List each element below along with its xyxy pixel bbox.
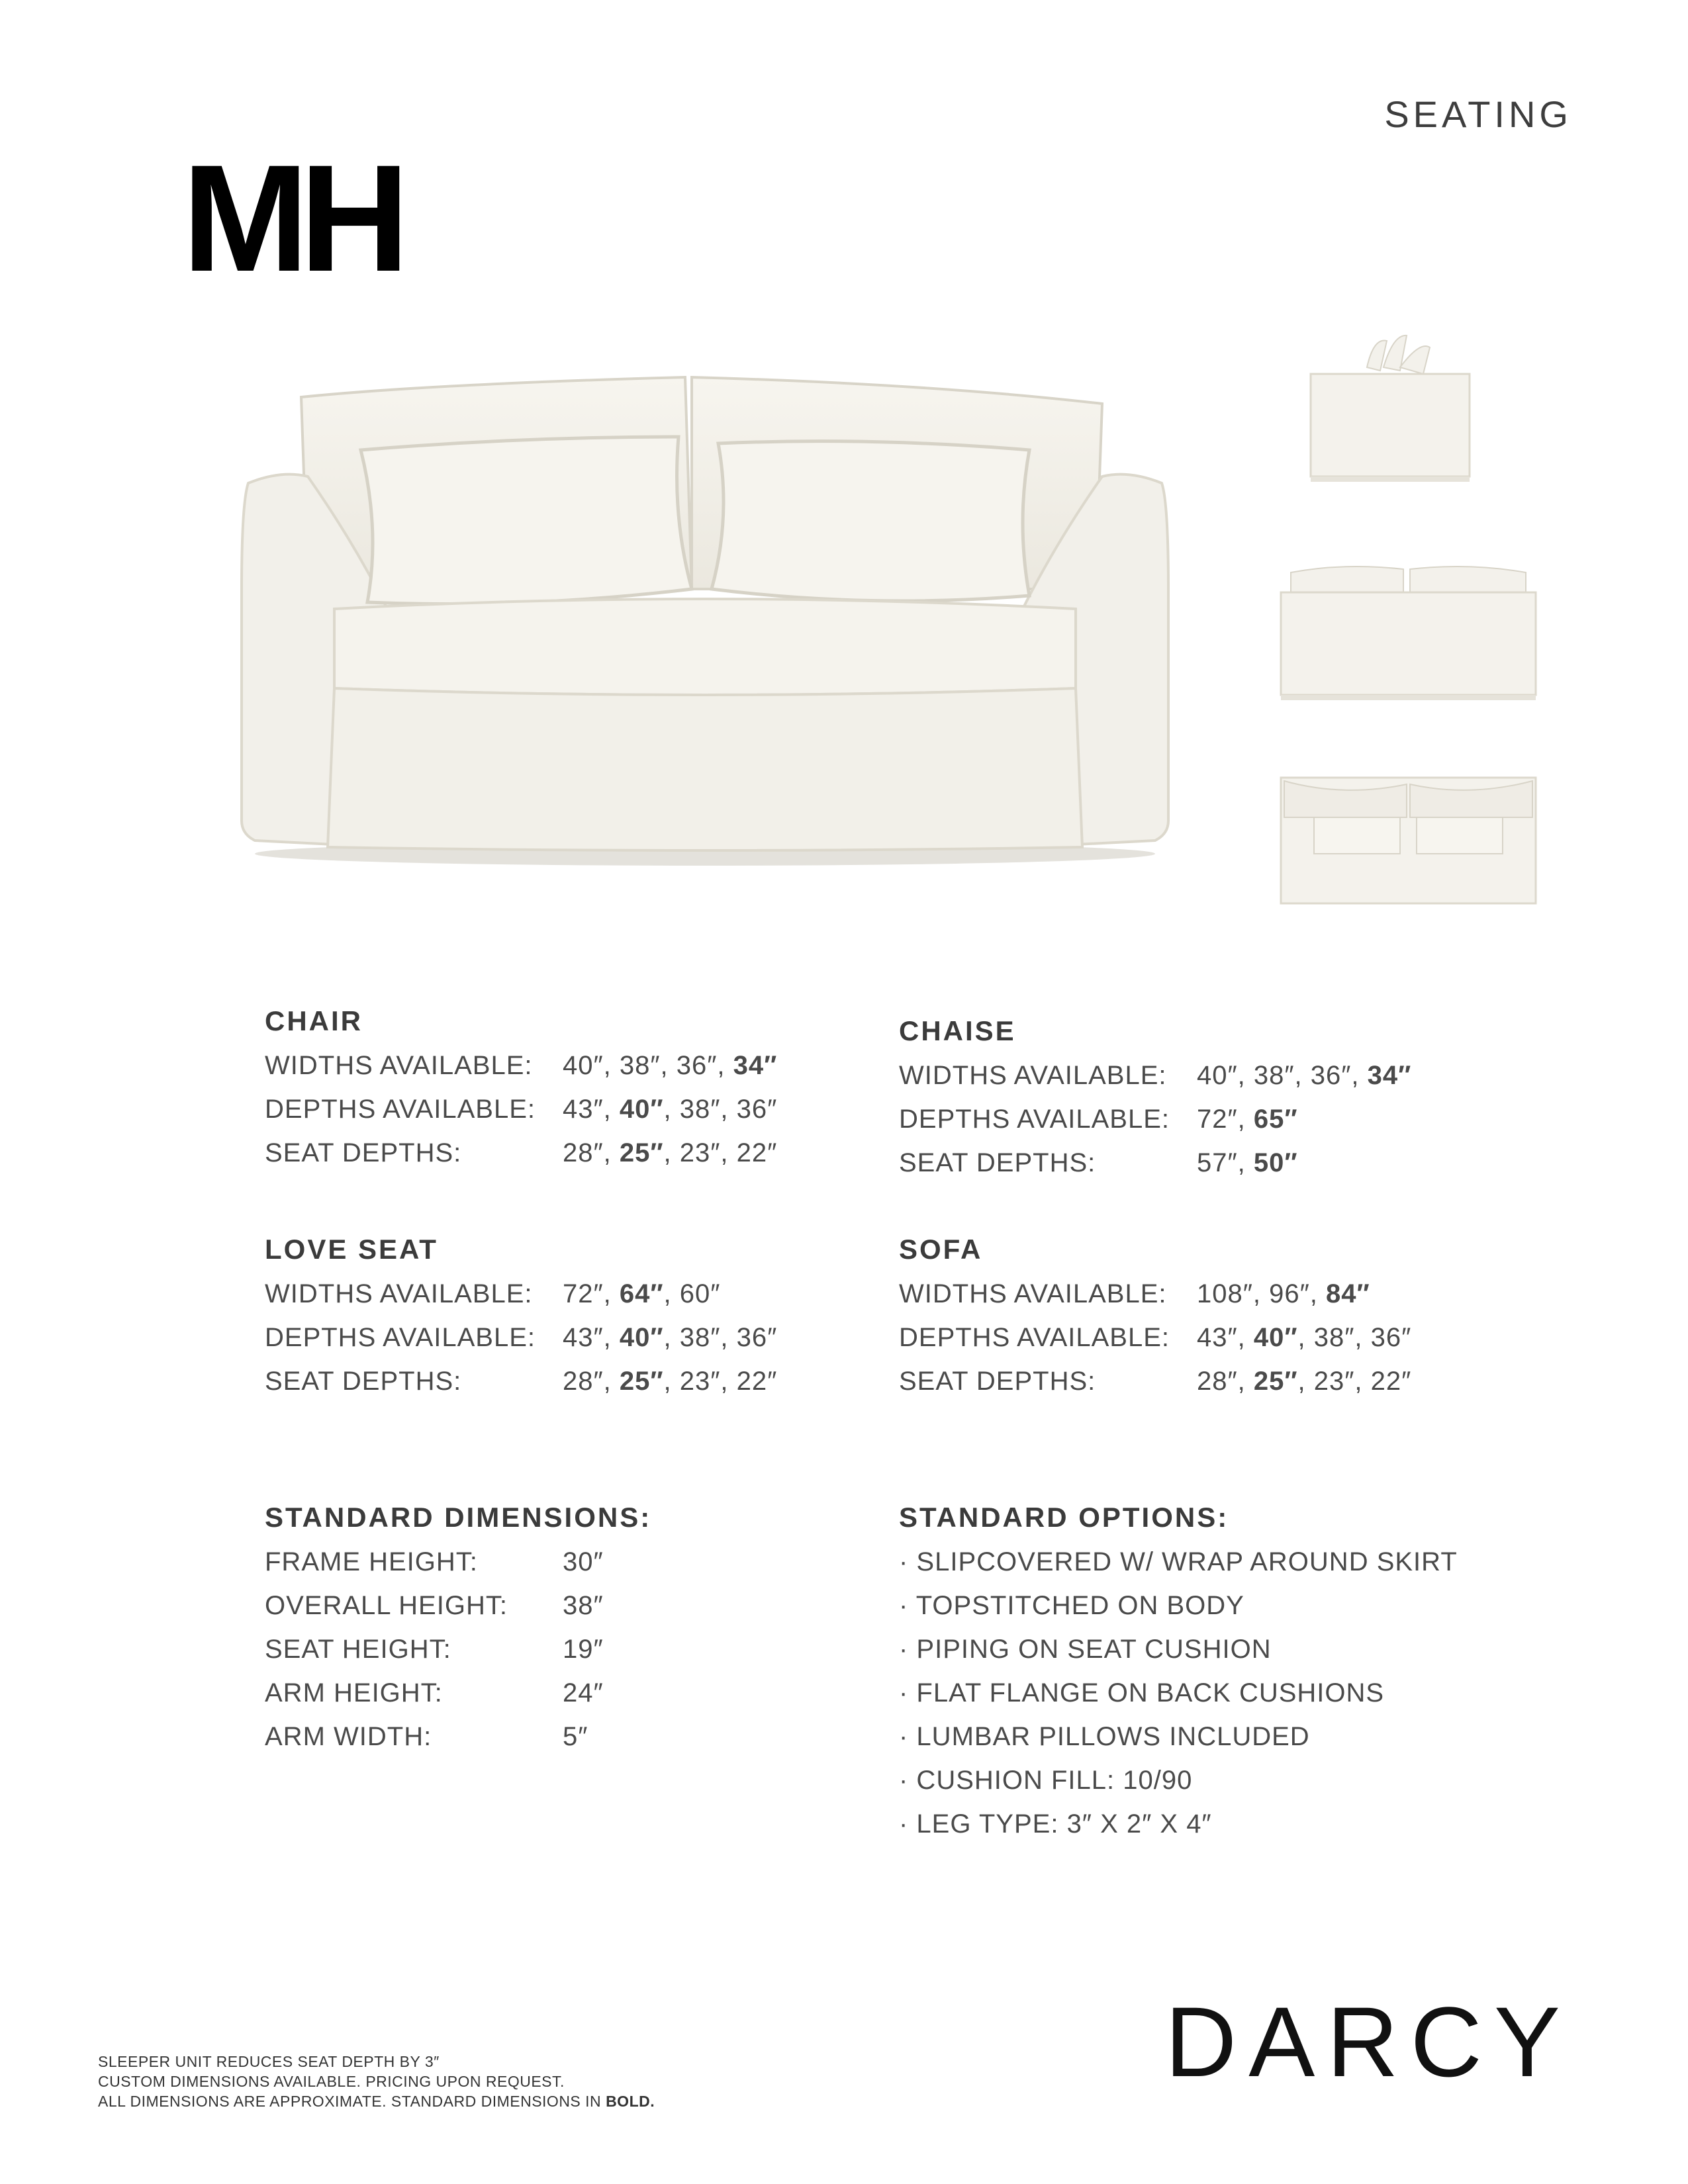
spec-value: 43″, 40″, 38″, 36″ (563, 1095, 778, 1124)
dimension-value: 5″ (563, 1722, 588, 1751)
love-seat-specs (265, 1231, 777, 1403)
note-line: ALL DIMENSIONS ARE APPROXIMATE. STANDARD DIMENSIONS IN BOLD. (98, 2093, 655, 2110)
option-item: · TOPSTITCHED ON BODY (899, 1591, 1244, 1620)
spec-row (265, 1316, 777, 1359)
option-item: · FLAT FLANGE ON BACK CUSHIONS (899, 1678, 1385, 1707)
option-item: · SLIPCOVERED W/ WRAP AROUND SKIRT (899, 1547, 1458, 1576)
standard-options-title: STANDARD OPTIONS: (899, 1502, 1229, 1533)
spec-label: SEAT DEPTHS: (899, 1148, 1096, 1177)
dimension-row (265, 1627, 651, 1671)
spec-value: 72″, 65″ (1197, 1105, 1298, 1134)
spec-value: 28″, 25″, 23″, 22″ (1197, 1367, 1412, 1396)
dimension-row (265, 1540, 651, 1584)
chair-specs (265, 1003, 777, 1175)
spec-row (265, 1359, 777, 1403)
spec-label: SEAT DEPTHS: (265, 1367, 462, 1396)
spec-label: DEPTHS AVAILABLE: (265, 1323, 536, 1352)
sofa-title: SOFA (899, 1234, 983, 1265)
spec-value: 72″, 64″, 60″ (563, 1279, 721, 1308)
dimension-row (265, 1671, 651, 1715)
spec-value: 43″, 40″, 38″, 36″ (563, 1323, 778, 1352)
spec-value: 40″, 38″, 36″, 34″ (563, 1051, 778, 1080)
spec-value: 28″, 25″, 23″, 22″ (563, 1138, 778, 1167)
category-title: SEATING (1384, 93, 1572, 135)
spec-row (265, 1131, 777, 1175)
spec-row (899, 1141, 1411, 1185)
note-line: SLEEPER UNIT REDUCES SEAT DEPTH BY 3″ (98, 2053, 440, 2070)
brand-name: DARCY (1164, 1986, 1572, 2097)
spec-row (899, 1359, 1411, 1403)
spec-label: SEAT DEPTHS: (899, 1367, 1096, 1396)
spec-value: 28″, 25″, 23″, 22″ (563, 1367, 778, 1396)
sofa-front-view-icon (235, 371, 1175, 874)
spec-row (899, 1272, 1411, 1316)
spec-value: 43″, 40″, 38″, 36″ (1197, 1323, 1412, 1352)
dimension-row (265, 1715, 651, 1758)
spec-row (899, 1316, 1411, 1359)
sofa-back-view-icon (1278, 563, 1539, 702)
spec-label: WIDTHS AVAILABLE: (265, 1279, 533, 1308)
spec-row (899, 1097, 1411, 1141)
love-seat-title: LOVE SEAT (265, 1234, 438, 1265)
dimension-label: ARM HEIGHT: (265, 1678, 443, 1707)
spec-value: 57″, 50″ (1197, 1148, 1298, 1177)
spec-value: 108″, 96″, 84″ (1197, 1279, 1370, 1308)
spec-row (899, 1054, 1411, 1097)
spec-label: DEPTHS AVAILABLE: (899, 1105, 1170, 1134)
dimension-label: FRAME HEIGHT: (265, 1547, 478, 1576)
mh-logo: MH (182, 133, 400, 303)
spec-label: WIDTHS AVAILABLE: (899, 1061, 1167, 1090)
standard-options (899, 1499, 1458, 1846)
spec-value: 40″, 38″, 36″, 34″ (1197, 1061, 1412, 1090)
dimension-label: OVERALL HEIGHT: (265, 1591, 508, 1620)
spec-label: WIDTHS AVAILABLE: (899, 1279, 1167, 1308)
chair-title: CHAIR (265, 1005, 363, 1036)
dimension-value: 30″ (563, 1547, 604, 1576)
dimension-label: ARM WIDTH: (265, 1722, 432, 1751)
dimension-value: 19″ (563, 1635, 604, 1664)
option-item: · PIPING ON SEAT CUSHION (899, 1635, 1272, 1664)
spec-label: DEPTHS AVAILABLE: (899, 1323, 1170, 1352)
footer-notes (98, 2052, 655, 2111)
spec-label: DEPTHS AVAILABLE: (265, 1095, 536, 1124)
option-item: · LEG TYPE: 3″ X 2″ X 4″ (899, 1809, 1212, 1839)
spec-row (265, 1044, 777, 1087)
dimension-value: 38″ (563, 1591, 604, 1620)
sofa-specs (899, 1231, 1411, 1403)
standard-dimensions-title: STANDARD DIMENSIONS: (265, 1502, 652, 1533)
dimension-label: SEAT HEIGHT: (265, 1635, 451, 1664)
dimension-value: 24″ (563, 1678, 604, 1707)
note-line: CUSTOM DIMENSIONS AVAILABLE. PRICING UPON REQUEST. (98, 2073, 565, 2090)
chaise-specs (899, 1013, 1411, 1185)
option-item: · CUSHION FILL: 10/90 (899, 1766, 1193, 1795)
standard-dimensions (265, 1499, 651, 1758)
spec-row (265, 1087, 777, 1131)
chaise-title: CHAISE (899, 1015, 1016, 1046)
dimension-row (265, 1584, 651, 1627)
sofa-top-view-icon (1278, 771, 1539, 910)
spec-label: SEAT DEPTHS: (265, 1138, 462, 1167)
sofa-side-view-icon (1307, 328, 1473, 486)
option-item: · LUMBAR PILLOWS INCLUDED (899, 1722, 1310, 1751)
spec-label: WIDTHS AVAILABLE: (265, 1051, 533, 1080)
spec-row (265, 1272, 777, 1316)
